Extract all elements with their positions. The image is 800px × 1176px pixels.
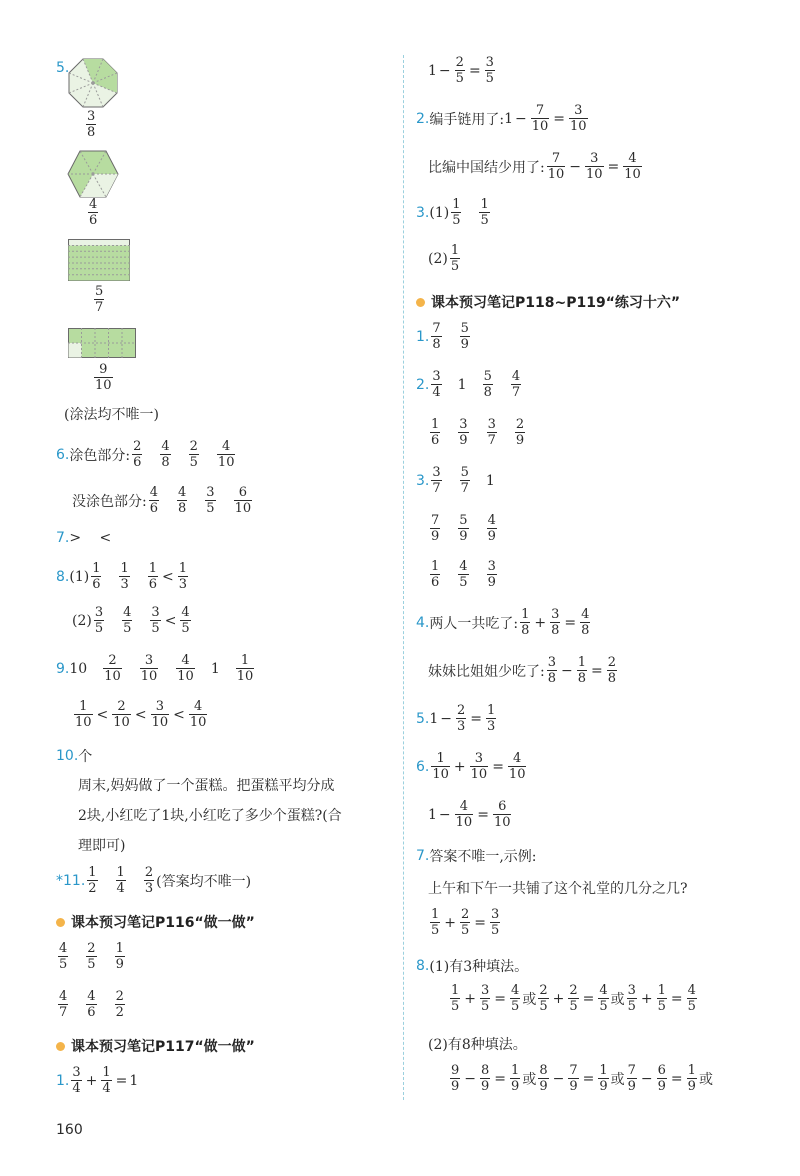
- q10-text-2: 2块,小红吃了1块,小红吃了多少个蛋糕?(合: [78, 808, 342, 824]
- q8-row-1: 8. (1) $\frac{1}{6}$ $\frac{1}{3}$ $\frac{1}{6}$ < $\frac{1}{3}$: [56, 561, 188, 592]
- q10-row: 10. 个: [56, 748, 93, 765]
- q11-row: *11. $\frac{1}{2}$ $\frac{1}{4}$ $\frac{2}{3}$ (答案均不唯一): [56, 865, 252, 896]
- b6-row-2: 1 − $\frac{4}{10}$ = $\frac{6}{10}$: [428, 799, 511, 830]
- b2-row-1: 2. $\frac{3}{4}$ 1 $\frac{5}{8}$ $\frac{4}{7}$: [416, 369, 521, 400]
- continued-equation: 1 − $\frac{2}{5}$ = $\frac{3}{5}$: [428, 55, 494, 86]
- b4-row-2: 妹妹比姐姐少吃了: $\frac{3}{8}$ − $\frac{1}{8}$ = $\frac{2}{8}$: [428, 655, 617, 686]
- b7-text: 上午和下午一共铺了这个礼堂的几分之几?: [428, 881, 688, 897]
- p116-row-1: $\frac{4}{5}$ $\frac{2}{5}$ $\frac{1}{9}$: [59, 941, 124, 972]
- section-heading-p116: 课本预习笔记P116“做一做”: [56, 912, 255, 932]
- rectangle-tenths-figure: [68, 328, 136, 358]
- q5-fraction-3: $\frac{5}{7}$: [95, 284, 104, 315]
- octagon-figure: [68, 58, 118, 108]
- q5-fraction-2: $\frac{4}{6}$: [89, 197, 98, 228]
- b1-row: 1. $\frac{7}{8}$ $\frac{5}{9}$: [416, 321, 469, 352]
- q6-row-1: 6. 涂色部分: $\frac{2}{6}$ $\frac{4}{8}$ $\frac{2}{5}$ $\frac{4}{10}$: [56, 439, 235, 470]
- b8-equations-2: $\frac{9}{9}$ − $\frac{8}{9}$ = $\frac{1}{9}$ 或 $\frac{8}{9}$ − $\frac{7}{9}$ = $\frac{1}{9}$ 或 $\frac{7}{9}$ − $\frac{6}{9}$ = $\frac{1}{9}$ 或: [451, 1063, 713, 1094]
- b3-row-2: $\frac{7}{9}$ $\frac{5}{9}$ $\frac{4}{9}$: [431, 513, 496, 544]
- bullet-dot-icon: [56, 1042, 65, 1051]
- bullet-dot-icon: [416, 298, 425, 307]
- q9-row-2: $\frac{1}{10}$ < $\frac{2}{10}$ < $\frac{3}{10}$ < $\frac{4}{10}$: [75, 699, 207, 730]
- q8-row-2: (2) $\frac{3}{5}$ $\frac{4}{5}$ $\frac{3}{5}$ < $\frac{4}{5}$: [72, 605, 190, 636]
- q10-text-1: 周末,妈妈做了一个蛋糕。把蛋糕平均分成: [78, 778, 335, 794]
- b5-row: 5. 1 − $\frac{2}{3}$ = $\frac{1}{3}$: [416, 703, 496, 734]
- rectangle-sevenths-figure: [68, 239, 130, 281]
- q6-row-2: 没涂色部分: $\frac{4}{6}$ $\frac{4}{8}$ $\frac{3}{5}$ $\frac{6}{10}$: [72, 485, 252, 516]
- b7-row: 7. 答案不唯一,示例:: [416, 848, 537, 865]
- page-number: 160: [56, 1122, 83, 1138]
- q3-row-2: (2) $\frac{1}{5}$: [428, 243, 460, 274]
- b8-row-1: 8. (1)有3种填法。: [416, 958, 529, 975]
- q5-fraction-1: $\frac{3}{8}$: [87, 109, 96, 140]
- p116-row-2: $\frac{4}{7}$ $\frac{4}{6}$ $\frac{2}{2}$: [59, 989, 124, 1020]
- q2-row-2: 比编中国结少用了: $\frac{7}{10}$ − $\frac{3}{10}$ = $\frac{4}{10}$: [428, 151, 641, 182]
- q7-row: 7. > <: [56, 530, 112, 546]
- q5-fraction-4: $\frac{9}{10}$: [95, 362, 112, 393]
- b2-row-2: $\frac{1}{6}$ $\frac{3}{9}$ $\frac{3}{7}$ $\frac{2}{9}$: [431, 417, 525, 448]
- p117-q1-row: 1. $\frac{3}{4}$ + $\frac{1}{4}$ = 1: [56, 1065, 139, 1096]
- b8-row-2: (2)有8种填法。: [428, 1037, 527, 1053]
- b4-row-1: 4. 两人一共吃了: $\frac{1}{8}$ + $\frac{3}{8}$ = $\frac{4}{8}$: [416, 607, 590, 638]
- q5-note: (涂法均不唯一): [64, 407, 159, 423]
- bullet-dot-icon: [56, 918, 65, 927]
- b6-row-1: 6. $\frac{1}{10}$ + $\frac{3}{10}$ = $\frac{4}{10}$: [416, 751, 526, 782]
- hexagon-figure: [67, 150, 119, 198]
- b3-row-3: $\frac{1}{6}$ $\frac{4}{5}$ $\frac{3}{9}$: [431, 559, 496, 590]
- section-heading-p117: 课本预习笔记P117“做一做”: [56, 1036, 255, 1056]
- q3-row-1: 3. (1) $\frac{1}{5}$ $\frac{1}{5}$: [416, 197, 489, 228]
- column-divider: [403, 55, 404, 1100]
- q9-row-1: 9. 10 $\frac{2}{10}$ $\frac{3}{10}$ $\frac{4}{10}$ 1 $\frac{1}{10}$: [56, 653, 254, 684]
- q2-row-1: 2. 编手链用了: 1 − $\frac{7}{10}$ = $\frac{3}{10}$: [416, 103, 587, 134]
- b7-equation: $\frac{1}{5}$ + $\frac{2}{5}$ = $\frac{3}{5}$: [431, 907, 500, 938]
- q10-text-3: 理即可): [78, 838, 126, 854]
- section-heading-p118: 课本预习笔记P118~P119“练习十六”: [416, 292, 680, 312]
- q5-number: 5.: [56, 60, 70, 76]
- b3-row-1: 3. $\frac{3}{7}$ $\frac{5}{7}$ 1: [416, 465, 495, 496]
- b8-equations-1: $\frac{1}{5}$ + $\frac{3}{5}$ = $\frac{4}{5}$ 或 $\frac{2}{5}$ + $\frac{2}{5}$ = $\frac{4}{5}$ 或 $\frac{3}{5}$ + $\frac{1}{5}$ = $\frac{4}{5}$: [451, 983, 696, 1014]
